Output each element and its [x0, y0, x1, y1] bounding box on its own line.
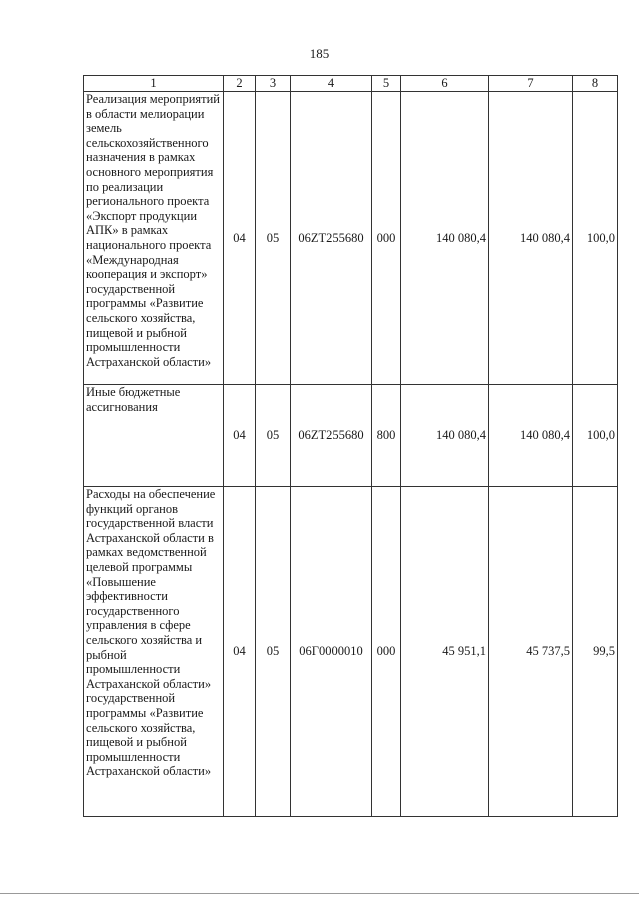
- row-target-article: 06Г0000010: [291, 487, 372, 817]
- row-plan-amount: 140 080,4: [401, 385, 489, 487]
- table-row: [84, 487, 618, 817]
- page-number: 185: [309, 46, 330, 61]
- header-cell: 1: [84, 76, 224, 92]
- row-percent: 99,5: [573, 487, 618, 817]
- header-cell: 2: [224, 76, 256, 92]
- row-expense-type: 000: [372, 487, 401, 817]
- row-plan-amount: 45 951,1: [401, 487, 489, 817]
- row-target-article: 06ZT255680: [291, 92, 372, 385]
- row-expense-type: 800: [372, 385, 401, 487]
- row-name: Расходы на обеспечение функций органов государственной власти Астраханской области в рамках ведомственной целевой программы «Повышение эффективности государственного управления в сфере сельского хозяйства и рыбной промышленности Астраханской области» государственной программы «Развитие сельского хозяйства, пищевой и рыбной промышленности Астраханской области»: [84, 487, 224, 817]
- row-name: Реализация мероприятий в области мелиорации земель сельскохозяйственного назначения в рамках основного мероприятия по реализации регионального проекта «Экспорт продукции АПК» в рамках национального проекта «Международная кооперация и экспорт» государственной программы «Развитие сельского хозяйства, пищевой и рыбной промышленности Астраханской области»: [84, 92, 224, 385]
- header-cell: 8: [573, 76, 618, 92]
- header-cell: 3: [256, 76, 291, 92]
- header-cell: 5: [372, 76, 401, 92]
- row-subsection: 05: [256, 92, 291, 385]
- row-actual-amount: 140 080,4: [489, 385, 573, 487]
- row-percent: 100,0: [573, 92, 618, 385]
- row-section: 04: [224, 385, 256, 487]
- row-expense-type: 000: [372, 92, 401, 385]
- header-cell: 4: [291, 76, 372, 92]
- header-cell: 6: [401, 76, 489, 92]
- row-actual-amount: 140 080,4: [489, 92, 573, 385]
- header-cell: 7: [489, 76, 573, 92]
- table-row: [84, 92, 618, 385]
- table-row: [84, 385, 618, 487]
- budget-table: [83, 75, 618, 817]
- row-section: 04: [224, 92, 256, 385]
- row-name: Иные бюджетные ассигнования: [84, 385, 224, 487]
- row-subsection: 05: [256, 385, 291, 487]
- row-subsection: 05: [256, 487, 291, 817]
- row-section: 04: [224, 487, 256, 817]
- row-percent: 100,0: [573, 385, 618, 487]
- row-actual-amount: 45 737,5: [489, 487, 573, 817]
- table-header-row: [84, 76, 618, 92]
- row-target-article: 06ZT255680: [291, 385, 372, 487]
- page-bottom-rule: [0, 893, 639, 894]
- row-plan-amount: 140 080,4: [401, 92, 489, 385]
